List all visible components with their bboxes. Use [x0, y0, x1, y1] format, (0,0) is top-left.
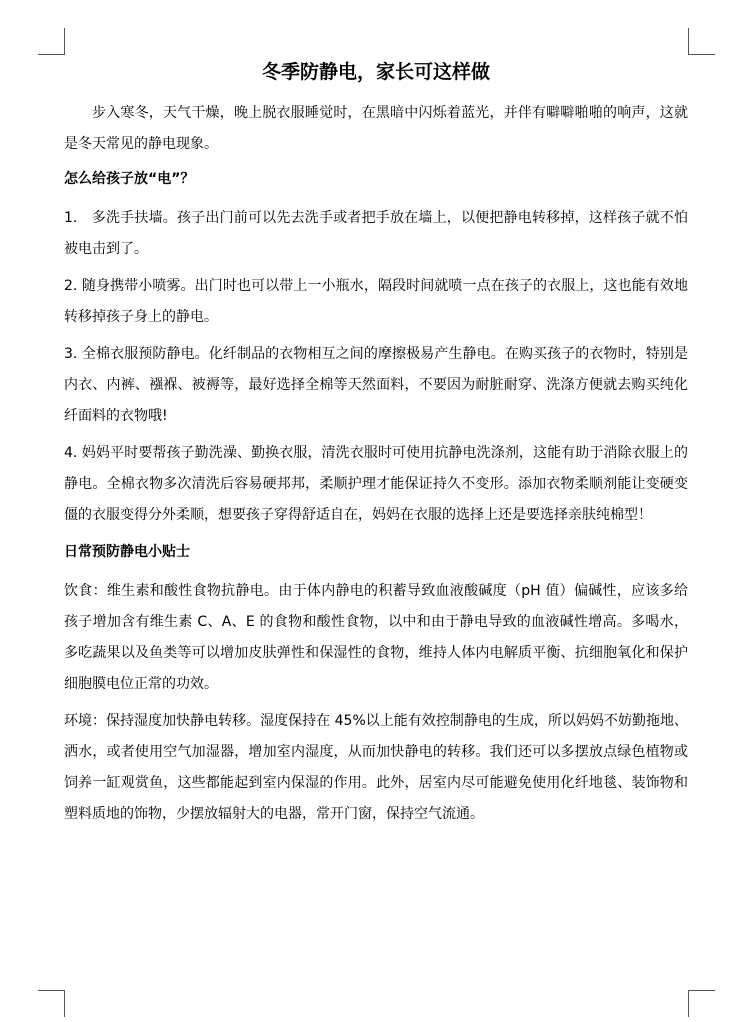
crop-mark-top-left	[38, 28, 65, 55]
tip-item-4: 4. 妈妈平时要帮孩子勤洗澡、勤换衣服，清洗衣服时可使用抗静电洗涤剂，这能有助于消除衣服上的静电。全棉衣物多次清洗后容易硬邦邦，柔顺护理才能保证持久不变形。添加衣物柔顺剂能让变硬变僵的衣服变得分外柔顺，想要孩子穿得舒适自在，妈妈在衣服的选择上还是要选择亲肤纯棉型！	[64, 445, 688, 523]
environment-paragraph: 环境：保持湿度加快静电转移。湿度保持在 45%以上能有效控制静电的生成，所以妈妈不妨勤拖地、洒水，或者使用空气加湿器，增加室内湿度，从而加快静电的转移。我们还可以多摆放点绿色植物或饲养一缸观赏鱼，这些都能起到室内保湿的作用。此外，居室内尽可能避免使用化纤地毯、装饰物和塑料质地的饰物，少摆放辐射大的电器，常开门窗，保持空气流通。	[64, 713, 688, 822]
document-body	[64, 58, 688, 836]
tip-item-2: 2. 随身携带小喷雾。出门时也可以带上一小瓶水，隔段时间就喷一点在孩子的衣服上，这也能有效地转移掉孩子身上的静电。	[64, 278, 688, 325]
crop-mark-bottom-right	[688, 990, 715, 1017]
tip-item-1: 1. 多洗手扶墙。孩子出门前可以先去洗手或者把手放在墙上，以便把静电转移掉，这样孩子就不怕被电击到了。	[64, 210, 688, 257]
section-heading-daily-tips: 日常预防静电小贴士	[64, 544, 190, 560]
document-title: 冬季防静电，家长可这样做	[261, 61, 490, 83]
tip-item-3: 3. 全棉衣服预防静电。化纤制品的衣物相互之间的摩擦极易产生静电。在购买孩子的衣物时，特别是内衣、内裤、襁褓、被褥等，最好选择全棉等天然面料，不要因为耐脏耐穿、洗涤方便就去购买纯化纤面料的衣物哦!	[64, 346, 688, 424]
section-heading-discharge: 怎么给孩子放“电”？	[64, 171, 195, 187]
crop-mark-top-right	[688, 28, 715, 55]
diet-paragraph: 饮食：维生素和酸性食物抗静电。由于体内静电的积蓄导致血液酸碱度（pH 值）偏碱性，应该多给孩子增加含有维生素 C、A、E 的食物和酸性食物，以中和由于静电导致的血液碱性增高。多喝水，多吃蔬果以及鱼类等可以增加皮肤弹性和保湿性的食物，维持人体内电解质平衡、抗细胞氧化和保护细胞膜电位正常的功效。	[64, 583, 688, 692]
intro-paragraph: 步入寒冬，天气干燥，晚上脱衣服睡觉时，在黑暗中闪烁着蓝光，并伴有噼噼啪啪的响声，这就是冬天常见的静电现象。	[64, 105, 688, 152]
crop-mark-bottom-left	[38, 990, 65, 1017]
